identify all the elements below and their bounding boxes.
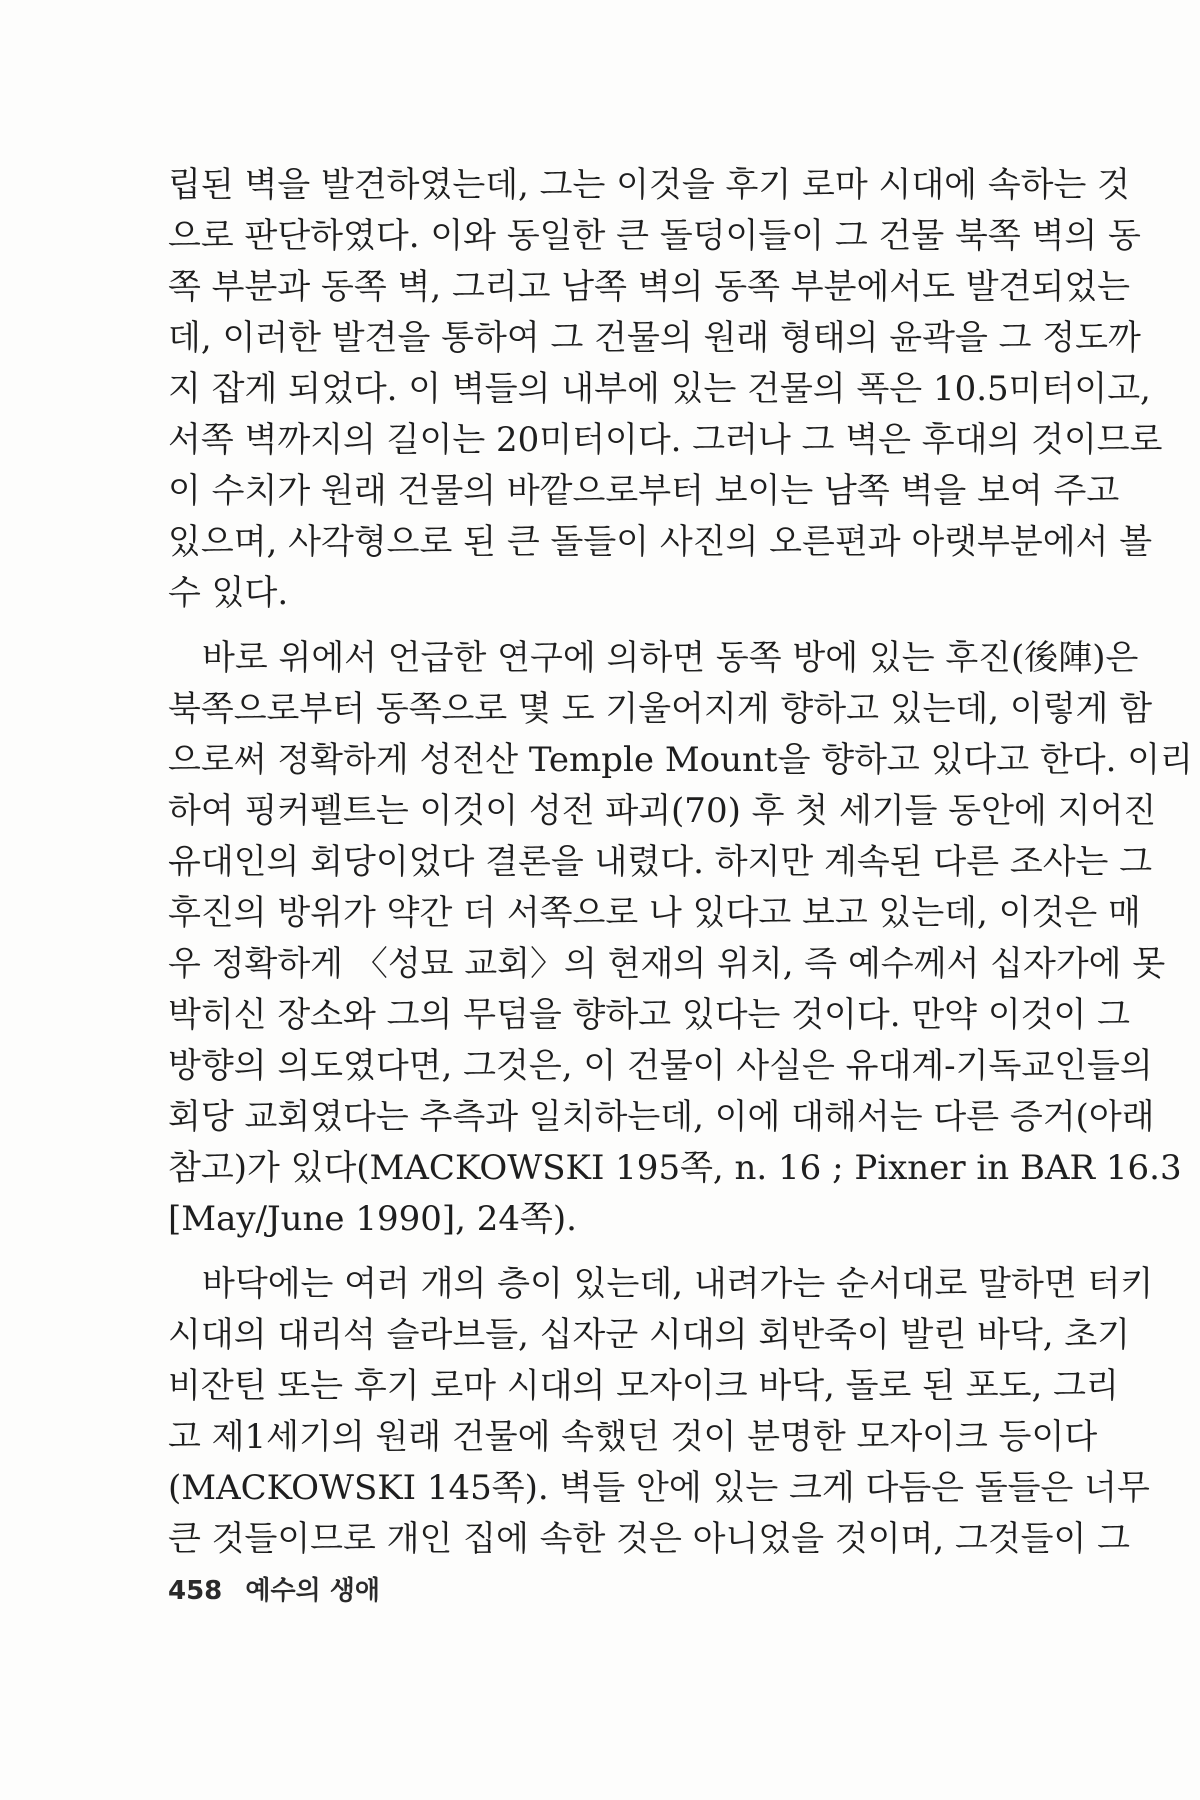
text-line: 하여 핑커펠트는 이것이 성전 파괴(70) 후 첫 세기들 동안에 지어진 [168,791,1157,831]
text-line: 으로 판단하였다. 이와 동일한 큰 돌덩이들이 그 건물 북쪽 벽의 동 [168,216,1141,256]
text-line: 유대인의 회당이었다 결론을 내렸다. 하지만 계속된 다른 조사는 그 [168,842,1153,882]
page-footer [168,1570,380,1607]
text-line: 회당 교회였다는 추측과 일치하는데, 이에 대해서는 다른 증거(아래 [168,1097,1155,1137]
text-line: 시대의 대리석 슬라브들, 십자군 시대의 회반죽이 발린 바닥, 초기 [168,1315,1131,1355]
text-line: 이 수치가 원래 건물의 바깥으로부터 보이는 남쪽 벽을 보여 주고 [168,471,1120,511]
text-line: 서쪽 벽까지의 길이는 20미터이다. 그러나 그 벽은 후대의 것이므로 [168,420,1163,460]
paragraph-2 [168,633,1193,1245]
text-line: 으로써 정확하게 성전산 Temple Mount을 향하고 있다고 한다. 이리 [168,740,1193,780]
text-line: 우 정확하게 〈성묘 교회〉의 현재의 위치, 즉 예수께서 십자가에 못 [168,944,1166,984]
text-line: 방향의 의도였다면, 그것은, 이 건물이 사실은 유대계-기독교인들의 [168,1046,1153,1086]
text-line: 있으며, 사각형으로 된 큰 돌들이 사진의 오른편과 아랫부분에서 볼 [168,522,1153,562]
text-line: 수 있다. [168,573,289,613]
text-line: 립된 벽을 발견하였는데, 그는 이것을 후기 로마 시대에 속하는 것 [168,165,1131,205]
text-line: 지 잡게 되었다. 이 벽들의 내부에 있는 건물의 폭은 10.5미터이고, [168,369,1151,409]
running-title: 예수의 생애 [245,1576,380,1606]
text-line: 큰 것들이므로 개인 집에 속한 것은 아니었을 것이며, 그것들이 그 [168,1519,1131,1559]
text-line: (MACKOWSKI 145쪽). 벽들 안에 있는 크게 다듬은 돌들은 너무 [168,1468,1150,1508]
text-line: 참고)가 있다(MACKOWSKI 195쪽, n. 16 ; Pixner in BAR 16.3 [168,1148,1182,1188]
body-text [168,160,1193,1565]
text-line: 비잔틴 또는 후기 로마 시대의 모자이크 바닥, 돌로 된 포도, 그리 [168,1366,1119,1406]
text-line: 고 제1세기의 원래 건물에 속했던 것이 분명한 모자이크 등이다 [168,1417,1098,1457]
text-line: [May/June 1990], 24쪽). [168,1199,577,1239]
text-line: 쪽 부분과 동쪽 벽, 그리고 남쪽 벽의 동쪽 부분에서도 발견되었는 [168,267,1131,307]
text-line: 북쪽으로부터 동쪽으로 몇 도 기울어지게 향하고 있는데, 이렇게 함 [168,689,1153,729]
text-line: 박히신 장소와 그의 무덤을 향하고 있다는 것이다. 만약 이것이 그 [168,995,1131,1035]
text-line: 데, 이러한 발견을 통하여 그 건물의 원래 형태의 윤곽을 그 정도까 [168,318,1141,358]
text-line: 바로 위에서 언급한 연구에 의하면 동쪽 방에 있는 후진(後陣)은 [202,638,1139,678]
text-line: 바닥에는 여러 개의 층이 있는데, 내려가는 순서대로 말하면 터키 [202,1264,1154,1304]
paragraph-3 [168,1259,1154,1565]
paragraph-1 [168,160,1163,619]
text-line: 후진의 방위가 약간 더 서쪽으로 나 있다고 보고 있는데, 이것은 매 [168,893,1141,933]
page-number: 458 [168,1576,223,1606]
